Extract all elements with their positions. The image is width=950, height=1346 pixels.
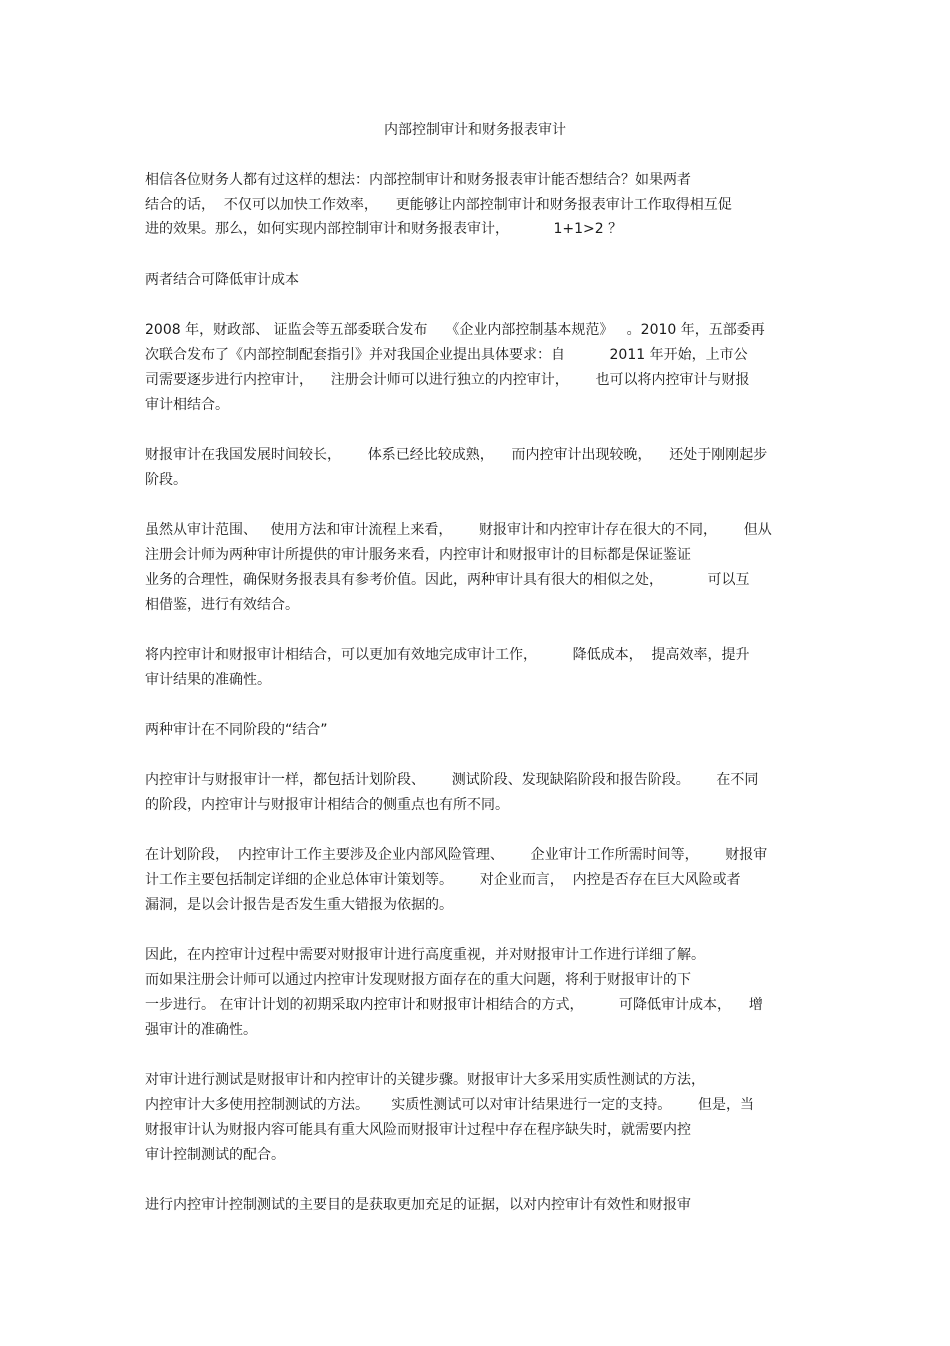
paragraph-line: 结合的话， 不仅可以加快工作效率， 更能够让内部控制审计和财务报表审计工作取得相互促 [145, 197, 732, 213]
paragraph-line: 阶段。 [145, 472, 187, 488]
paragraph-line: 财报审计认为财报内容可能具有重大风险而财报审计过程中存在程序缺失时，就需要内控 [145, 1122, 691, 1138]
paragraph-line: 漏洞，是以会计报告是否发生重大错报为依据的。 [145, 897, 453, 913]
paragraph-line: 财报审计在我国发展时间较长， 体系已经比较成熟， 而内控审计出现较晚， 还处于刚刚起步 [145, 447, 768, 463]
paragraph-line: 相借鉴，进行有效结合。 [145, 597, 299, 613]
paragraph-line: 注册会计师为两种审计所提供的审计服务来看，内控审计和财报审计的目标都是保证鉴证 [145, 547, 691, 563]
paragraph-line: 对审计进行测试是财报审计和内控审计的关键步骤。财报审计大多采用实质性测试的方法， [145, 1072, 705, 1088]
section-heading: 两种审计在不同阶段的“结合” [145, 722, 328, 738]
document-title: 内部控制审计和财务报表审计 [384, 122, 566, 138]
paragraph-line: 一步进行。 在审计计划的初期采取内控审计和财报审计相结合的方式， 可降低审计成本， 增 [145, 997, 763, 1013]
paragraph-line: 业务的合理性，确保财务报表具有参考价值。因此，两种审计具有很大的相似之处， 可以互 [145, 572, 750, 588]
paragraph-line: 虽然从审计范围、 使用方法和审计流程上来看， 财报审计和内控审计存在很大的不同， 但从 [145, 522, 772, 538]
section-heading: 两者结合可降低审计成本 [145, 272, 299, 288]
paragraph-line: 司需要逐步进行内控审计， 注册会计师可以进行独立的内控审计， 也可以将内控审计与财报 [145, 372, 750, 388]
paragraph-line: 内控审计大多使用控制测试的方法。 实质性测试可以对审计结果进行一定的支持。 但是，当 [145, 1097, 754, 1113]
paragraph-line: 进行内控审计控制测试的主要目的是获取更加充足的证据，以对内控审计有效性和财报审 [145, 1197, 691, 1213]
paragraph-line: 将内控审计和财报审计相结合，可以更加有效地完成审计工作， 降低成本， 提高效率，提升 [145, 647, 750, 663]
paragraph-line: 相信各位财务人都有过这样的想法：内部控制审计和财务报表审计能否想结合？如果两者 [145, 172, 691, 188]
paragraph-line: 2008 年，财政部、 证监会等五部委联合发布 《企业内部控制基本规范》 。2010 年，五部委再 [145, 322, 765, 338]
paragraph-line: 强审计的准确性。 [145, 1022, 257, 1038]
paragraph-line: 审计相结合。 [145, 397, 229, 413]
paragraph-line: 审计结果的准确性。 [145, 672, 271, 688]
paragraph-line: 次联合发布了《内部控制配套指引》并对我国企业提出具体要求：自 2011 年开始，上市公 [145, 347, 748, 363]
paragraph-line: 因此，在内控审计过程中需要对财报审计进行高度重视，并对财报审计工作进行详细了解。 [145, 947, 705, 963]
paragraph-line: 计工作主要包括制定详细的企业总体审计策划等。 对企业而言， 内控是否存在巨大风险或者 [145, 872, 741, 888]
paragraph-line: 审计控制测试的配合。 [145, 1147, 285, 1163]
paragraph-line: 而如果注册会计师可以通过内控审计发现财报方面存在的重大问题，将利于财报审计的下 [145, 972, 691, 988]
paragraph-line: 的阶段，内控审计与财报审计相结合的侧重点也有所不同。 [145, 797, 509, 813]
paragraph-line: 进的效果。那么，如何实现内部控制审计和财务报表审计， 1+1>2 ？ [145, 221, 623, 237]
paragraph-line: 内控审计与财报审计一样，都包括计划阶段、 测试阶段、发现缺陷阶段和报告阶段。 在不同 [145, 772, 759, 788]
paragraph-line: 在计划阶段， 内控审计工作主要涉及企业内部风险管理、 企业审计工作所需时间等， 财报审 [145, 847, 768, 863]
